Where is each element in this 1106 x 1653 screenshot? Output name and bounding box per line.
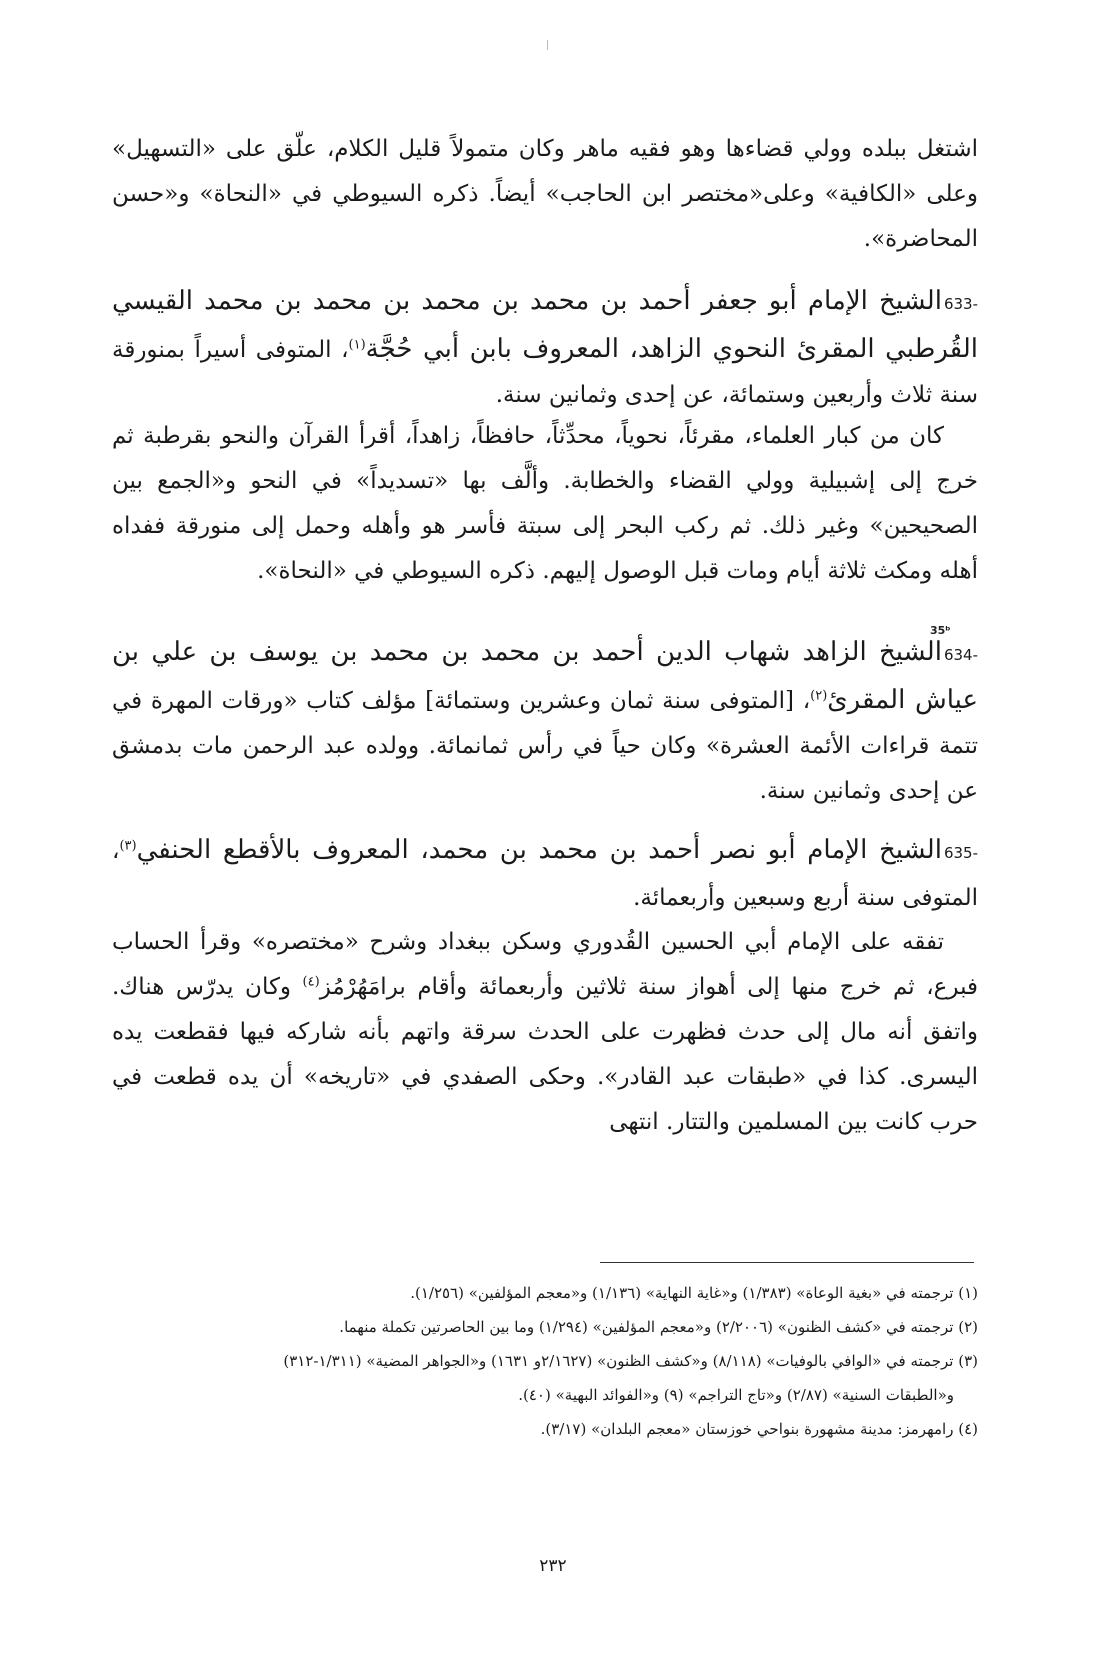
page-number: ٢٣٢	[539, 1556, 567, 1576]
intro-paragraph	[112, 127, 978, 262]
entry-633-biography	[112, 414, 978, 594]
footnote-separator	[600, 1262, 974, 1263]
entry-633	[112, 279, 978, 418]
footnote-4: (٤) رامهرمز: مدينة مشهورة بنواحي خوزستان «معجم البلدان» (٣/١٧).	[540, 1420, 978, 1438]
footnote-ref-4: (٤)	[302, 974, 320, 990]
entry-number-633: 633-	[943, 295, 978, 313]
footnote-ref-2: (٢)	[810, 688, 828, 704]
intro-text: اشتغل ببلده وولي قضاءها وهو فقيه ماهر وكان متمولاً قليل الكلام، علّق على «التسهيل» وعلى «الكافية» وعلى«مختصر ابن الحاجب» أيضاً. ذكره السيوطي في «النحاة» و«حسن المحاضرة».	[112, 136, 978, 252]
footnote-1: (١) ترجمته في «بغية الوعاة» (١/٣٨٣) و«غاية النهاية» (١/١٣٦) و«معجم المؤلفين» (١/٢٥٦).	[410, 1284, 978, 1302]
footnote-ref-3: (٣)	[119, 838, 137, 854]
entry-634	[112, 630, 978, 814]
entry-634-heading: الشيخ الزاهد شهاب الدين أحمد بن محمد بن محمد بن يوسف بن علي بن عياش المقرئ	[112, 637, 978, 715]
footnote-2: (٢) ترجمته في «كشف الظنون» (٢/٢٠٠٦) و«معجم المؤلفين» (١/٢٩٤) وما بين الحاصرتين تكملة منهما.	[339, 1318, 978, 1336]
entry-number-635: 635-	[943, 844, 978, 862]
footnote-3-continuation: و«الطبقات السنية» (٢/٨٧) و«تاج التراجم» (٩) و«الفوائد البهية» (٤٠).	[518, 1386, 954, 1404]
footnotes	[112, 1276, 978, 1446]
footnote-ref-1: (١)	[348, 337, 366, 353]
entry-633-heading: الشيخ الإمام أبو جعفر أحمد بن محمد بن محمد بن محمد بن محمد القيسي القُرطبي المقرئ النحوي الزاهد، المعروف بابن أبي حُجَّة	[112, 286, 978, 364]
entry-635	[112, 828, 978, 921]
entry-number-634: 634-	[943, 646, 978, 664]
entry-634-tail: ، [المتوفى سنة ثمان وعشرين وستمائة] مؤلف كتاب «ورقات المهرة في تتمة قراءات الأئمة العشرة» وكان حياً في رأس ثمانمائة. وولده عبد الرحمن مات بدمشق عن إحدى وثمانين سنة.	[112, 688, 978, 804]
entry-635-heading: الشيخ الإمام أبو نصر أحمد بن محمد بن محمد، المعروف بالأقطع الحنفي	[136, 835, 942, 865]
entry-635-bio-text-a: تفقه على الإمام أبي الحسين القُدوري وسكن ببغداد وشرح «مختصره» وقرأ الحساب فبرع، ثم خرج منها إلى أهواز سنة ثلاثين وأربعمائة وأقام برامَهُرْمُز	[112, 929, 979, 1000]
entry-635-bio-text-b: وكان يدرّس هناك. واتفق أنه مال إلى حدث فظهرت على الحدث سرقة واتهم بأنه شاركه فيها فقطعت يده اليسرى. كذا في «طبقات عبد القادر». وحكى الصفدي في «تاريخه» أن يده قطعت في حرب كانت بين المسلمين والتتار. انتهى	[112, 974, 978, 1135]
entry-635-biography	[112, 920, 978, 1145]
entry-633-bio-text: كان من كبار العلماء، مقرئاً، نحوياً، محدِّثاً، حافظاً، زاهداً، أقرأ القرآن والنحو بقرطبة ثم خرج إلى إشبيلية وولي القضاء والخطابة. وألَّف بها «تسديداً» في النحو و«الجمع بين الصحيحين» وغير ذلك. ثم ركب البحر إلى سبتة فأسر هو وأهله وحمل إلى منورقة ففداه أهله ومكث ثلاثة أيام ومات قبل الوصول إليهم. ذكره السيوطي في «النحاة».	[112, 423, 978, 584]
entry-635-tail: ، المتوفى سنة أربع وسبعين وأربعمائة.	[112, 838, 978, 911]
scan-mark	[547, 40, 548, 50]
footnote-3: (٣) ترجمته في «الوافي بالوفيات» (٨/١١٨) و«كشف الظنون» (٢/١٦٢٧و ١٦٣١) و«الجواهر المضية» (١/٣١١-٣١٢)	[283, 1352, 978, 1370]
entry-633-tail: ، المتوفى أسيراً بمنورقة سنة ثلاث وأربعين وستمائة، عن إحدى وثمانين سنة.	[112, 337, 978, 408]
manuscript-folio-mark: 35ᵇ	[930, 624, 951, 637]
